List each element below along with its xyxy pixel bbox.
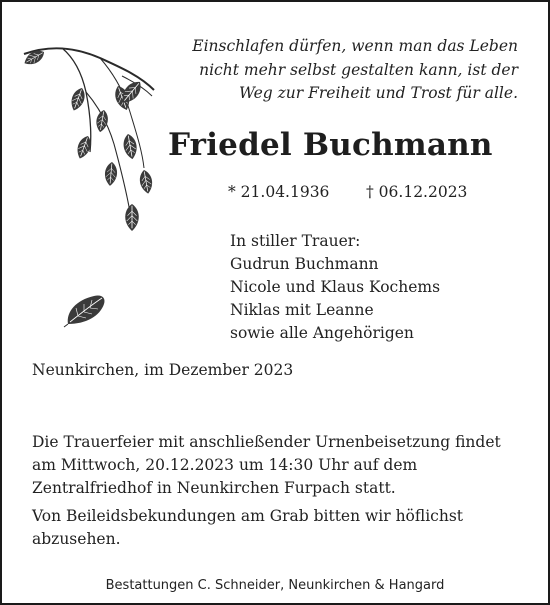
condolence-line: Von Beileidsbekundungen am Grab bitten wir höflichst [32,507,464,525]
ceremony-line: Zentralfriedhof in Neunkirchen Furpach statt. [32,479,396,497]
death-date: † 06.12.2023 [366,183,468,201]
funeral-home: Bestattungen C. Schneider, Neunkirchen & Hangard [105,578,445,593]
condolence-note [32,505,532,551]
ceremony-line: Die Trauerfeier mit anschließender Urnenbeisetzung findet [32,433,501,451]
birth-date: * 21.04.1936 [228,183,330,201]
mourner-name: Niklas mit Leanne [230,301,374,319]
mourner-name: Gudrun Buchmann [230,255,379,273]
condolence-line: abzusehen. [32,530,121,548]
mourners-list [230,230,440,345]
mourner-name: Nicole und Klaus Kochems [230,278,441,296]
quote-line: Einschlafen dürfen, wenn man das Leben [192,37,518,55]
quote-line: Weg zur Freiheit und Trost für alle. [238,84,518,102]
mourner-name: sowie alle Angehörigen [230,324,414,342]
quote-line: nicht mehr selbst gestalten kann, ist der [199,60,518,79]
birch-branch-icon [22,40,172,240]
place-date: Neunkirchen, im Dezember 2023 [32,361,294,379]
falling-leaf-icon [64,292,108,328]
mourners-intro: In stiller Trauer: [230,232,361,250]
deceased-name: Friedel Buchmann [168,127,493,163]
memorial-quote [188,35,518,106]
ceremony-info [32,431,532,500]
ceremony-line: am Mittwoch, 20.12.2023 um 14:30 Uhr auf dem [32,456,418,474]
